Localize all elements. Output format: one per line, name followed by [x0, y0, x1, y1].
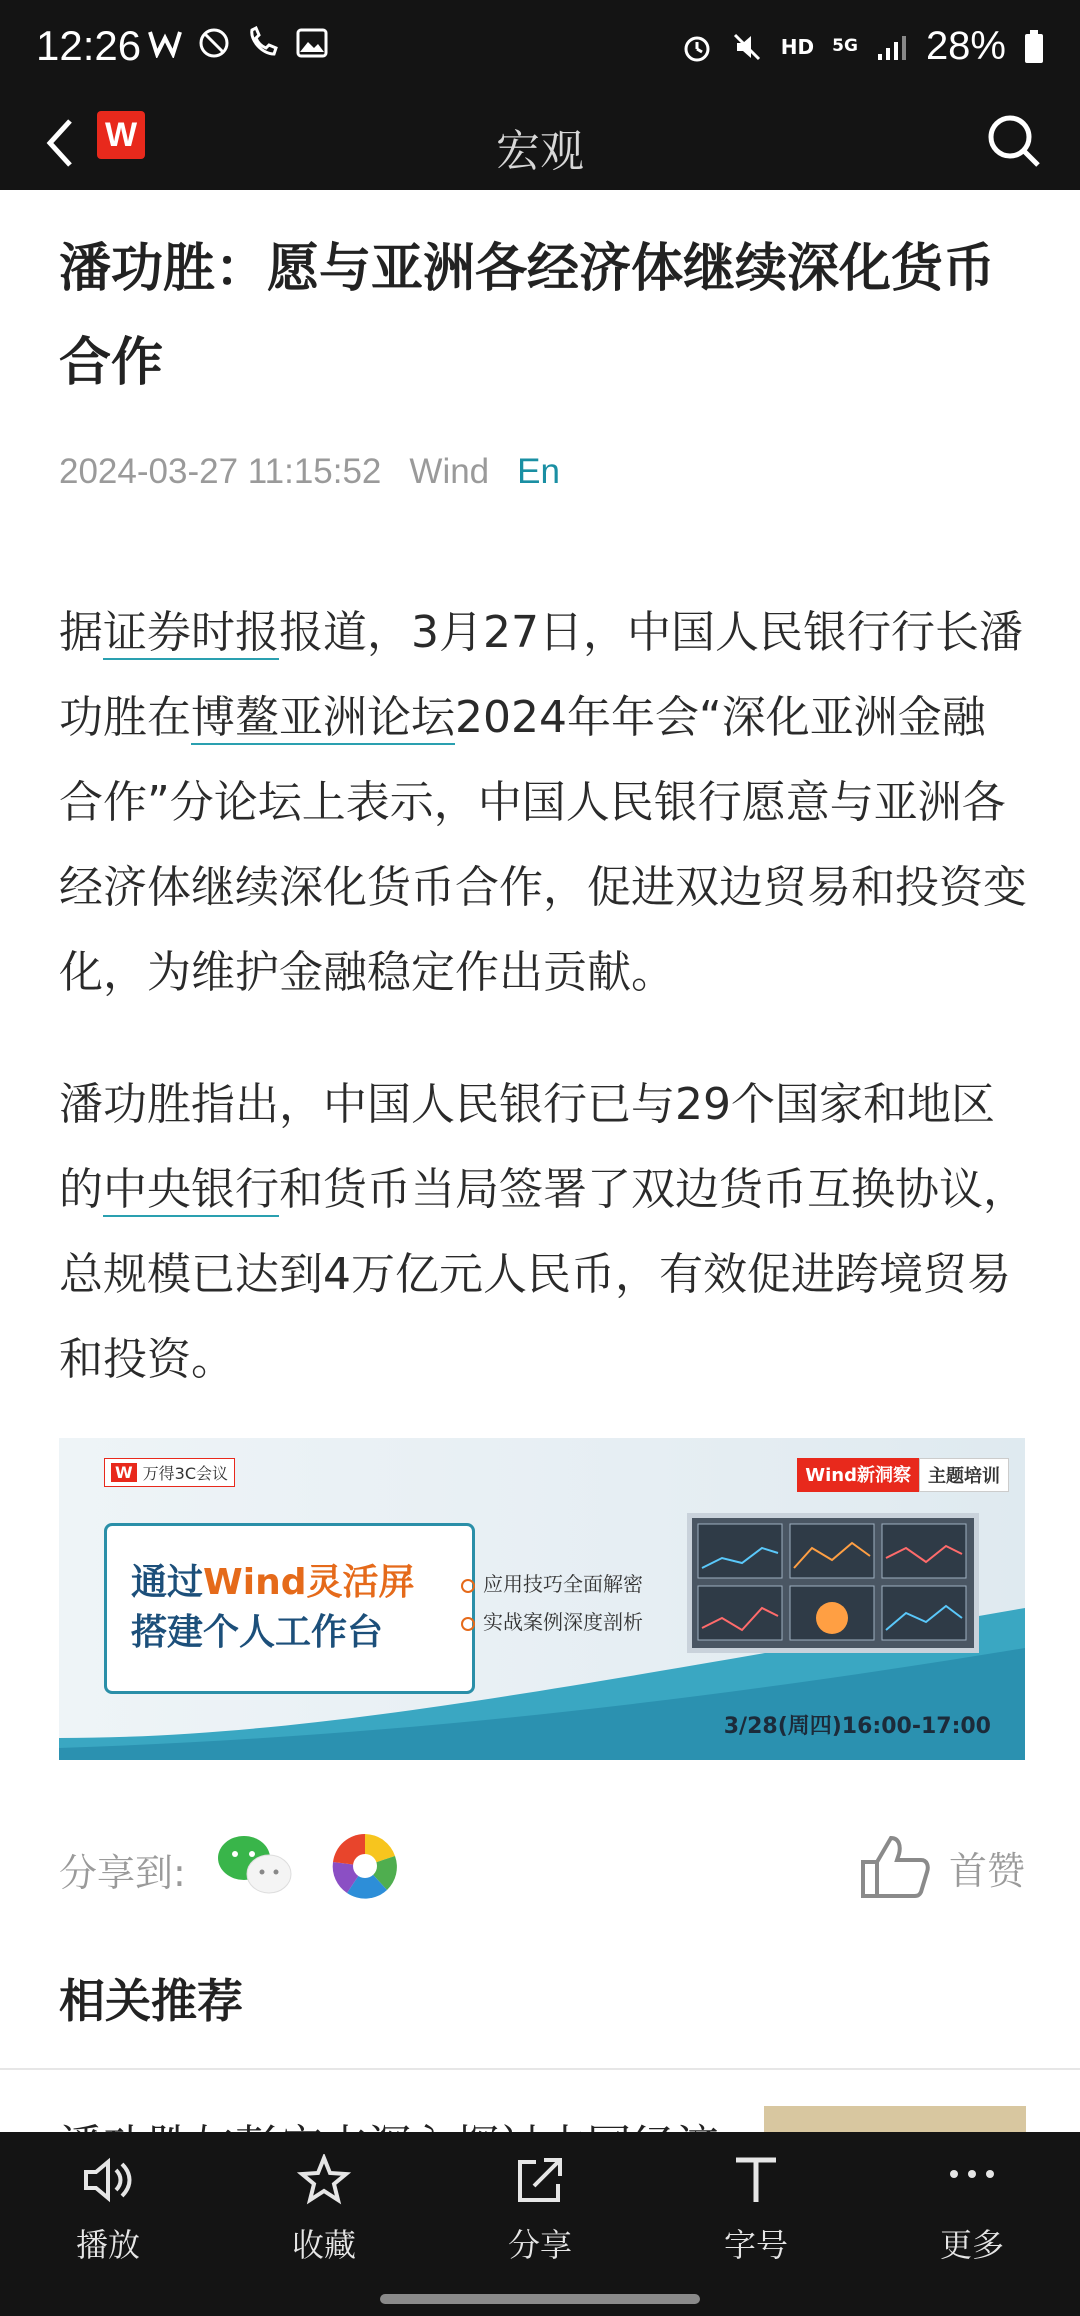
signal-icon: [876, 32, 908, 62]
share-icon: [512, 2154, 568, 2206]
wifi-call-icon: [246, 26, 280, 60]
thumbs-up-icon: [859, 1834, 931, 1900]
tab-play[interactable]: 播放: [38, 2154, 178, 2266]
battery-percent: 28%: [925, 24, 1006, 68]
share-row: [59, 1830, 1025, 1910]
5g-indicator: 5G: [832, 36, 858, 56]
article-meta: [59, 452, 560, 492]
mute-icon: [731, 31, 763, 63]
image-icon: [296, 28, 328, 58]
link-boao-forum[interactable]: 博鳌亚洲论坛: [191, 692, 455, 743]
banner-tag-wind-3c: W 万得3C会议: [104, 1458, 235, 1487]
banner-date: 3/28(周四)16:00-17:00: [723, 1714, 991, 1739]
banner-callout: 通过Wind灵活屏 搭建个人工作台: [104, 1523, 475, 1694]
article-source: Wind: [409, 452, 490, 491]
article-title: 潘功胜：愿与亚洲各经济体继续深化货币合作: [59, 239, 996, 393]
w-notification-icon: [148, 28, 182, 58]
like-label: 首赞: [948, 1848, 1025, 1893]
article-datetime: 2024-03-27 11:15:52: [59, 452, 382, 491]
top-nav-bar: [0, 95, 1080, 190]
article-paragraph-2: 潘功胜指出，中国人民银行已与29个国家和地区的中央银行和货币当局签署了双边货币互换协议，总规模已达到4万亿元人民币，有效促进跨境贸易和投资。: [59, 1079, 1027, 1385]
speaker-icon: [80, 2154, 136, 2206]
hd-indicator: HD: [780, 34, 815, 59]
banner-bullets: 应用技巧全面解密 实战案例深度剖析: [461, 1565, 643, 1641]
search-icon[interactable]: [984, 111, 1044, 171]
more-icon: [944, 2154, 1000, 2206]
alarm-icon: [681, 31, 713, 63]
wind-logo[interactable]: W: [97, 111, 145, 159]
battery-icon: [1024, 30, 1044, 64]
font-size-icon: [728, 2154, 784, 2206]
divider: [0, 2068, 1080, 2070]
page-title: 宏观: [496, 126, 584, 177]
tab-share[interactable]: 分享: [470, 2154, 610, 2266]
status-bar: [0, 0, 1080, 95]
share-label: 分享到:: [59, 1851, 186, 1895]
english-toggle[interactable]: En: [517, 452, 560, 491]
tab-more[interactable]: 更多: [902, 2154, 1042, 2266]
bottom-toolbar: [0, 2132, 1080, 2316]
tab-favorite[interactable]: 收藏: [254, 2154, 394, 2266]
monitor-illustration: [687, 1513, 979, 1653]
like-button[interactable]: [859, 1834, 1025, 1900]
link-securities-times[interactable]: 证券时报: [103, 607, 279, 658]
wechat-icon[interactable]: [214, 1830, 294, 1900]
blocked-icon: [198, 27, 230, 59]
home-indicator[interactable]: [380, 2294, 700, 2304]
status-time: 12:26: [36, 22, 142, 69]
tab-font-size[interactable]: 字号: [686, 2154, 826, 2266]
promo-banner[interactable]: [59, 1438, 1025, 1760]
star-icon: [296, 2154, 352, 2206]
moments-icon[interactable]: [329, 1830, 401, 1902]
related-section-title: 相关推荐: [59, 1974, 243, 2028]
banner-tag-insight: Wind新洞察 主题培训: [797, 1458, 1009, 1492]
article-paragraph-1: 据证券时报报道，3月27日，中国人民银行行长潘功胜在博鳌亚洲论坛2024年年会“深化亚洲金融合作”分论坛上表示，中国人民银行愿意与亚洲各经济体继续深化货币合作，促进双边贸易和投资变化，为维护金融稳定作出贡献。: [59, 607, 1027, 998]
link-central-bank[interactable]: 中央银行: [103, 1164, 279, 1215]
